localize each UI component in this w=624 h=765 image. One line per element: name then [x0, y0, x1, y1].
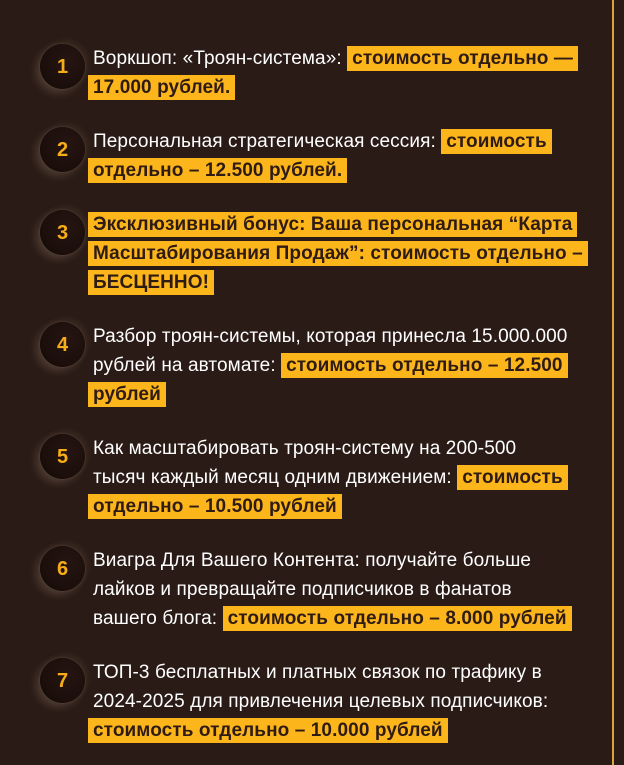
item-text [93, 546, 572, 633]
item-text-line [93, 351, 568, 380]
price-highlight: рублей [88, 382, 166, 407]
list-item [40, 44, 580, 102]
item-text [93, 210, 588, 297]
item-text-line [93, 575, 572, 604]
item-text-segment: лайков и превращайте подписчиков в фанатов [93, 579, 512, 600]
item-text [93, 658, 548, 745]
item-text [93, 434, 568, 521]
item-text-segment: тысяч каждый месяц одним движением: [93, 467, 458, 488]
item-text [93, 127, 552, 185]
item-number-badge [40, 658, 85, 703]
item-number: 2 [56, 138, 69, 161]
item-text-line [93, 210, 588, 239]
price-highlight: Масштабирования Продаж”: стоимость отдельно – [88, 241, 588, 266]
price-highlight: отдельно – 10.500 рублей [88, 494, 342, 519]
item-text-line [93, 434, 568, 463]
item-number: 5 [56, 445, 69, 468]
item-text-line [93, 492, 568, 521]
list-item [40, 658, 580, 745]
item-text-segment: Как масштабировать троян-систему на 200-500 [93, 438, 517, 459]
item-text-line [93, 73, 578, 102]
item-text-segment: Разбор троян-системы, которая принесла 15.000.000 [93, 326, 568, 347]
price-highlight: стоимость [441, 129, 552, 154]
item-text-segment: Воркшоп: «Троян-система»: [93, 48, 348, 69]
item-number: 6 [56, 557, 69, 580]
list-item [40, 434, 580, 521]
item-text-line [93, 546, 572, 575]
list-item [40, 546, 580, 633]
item-text [93, 322, 568, 409]
price-highlight: отдельно – 12.500 рублей. [88, 158, 347, 183]
item-number-badge [40, 44, 85, 89]
list-item [40, 210, 583, 297]
item-number-badge [40, 322, 85, 367]
item-text-line [93, 44, 578, 73]
item-text-line [93, 716, 548, 745]
list-item [40, 322, 580, 409]
item-text-line [93, 463, 568, 492]
price-highlight: стоимость отдельно – 8.000 рублей [223, 606, 572, 631]
item-number-badge [40, 127, 85, 172]
item-text-line [93, 604, 572, 633]
right-border-line [612, 0, 614, 765]
item-number-badge [40, 210, 85, 255]
item-text-line [93, 687, 548, 716]
item-number: 3 [56, 221, 69, 244]
item-text-line [93, 268, 588, 297]
item-text-line [93, 239, 588, 268]
item-text-segment: вашего блога: [93, 608, 223, 629]
price-highlight: 17.000 рублей. [88, 75, 235, 100]
price-highlight: стоимость отдельно — [347, 46, 578, 71]
item-text-line [93, 156, 552, 185]
item-number-badge [40, 434, 85, 479]
price-highlight: Эксклюзивный бонус: Ваша персональная “Карта [88, 212, 577, 237]
item-text-line [93, 127, 552, 156]
price-highlight: стоимость отдельно – 12.500 [281, 353, 567, 378]
item-number-badge [40, 546, 85, 591]
list-item [40, 127, 580, 185]
item-text-segment: Виагра Для Вашего Контента: получайте больше [93, 550, 532, 571]
item-text-segment: ТОП-3 бесплатных и платных связок по трафику в [93, 662, 542, 683]
item-number: 7 [56, 669, 69, 692]
price-highlight: стоимость [457, 465, 568, 490]
item-text-segment: рублей на автомате: [93, 355, 282, 376]
bonus-list [40, 44, 583, 745]
price-highlight: стоимость отдельно – 10.000 рублей [88, 718, 448, 743]
item-number: 4 [56, 333, 69, 356]
item-text-segment: 2024-2025 для привлечения целевых подписчиков: [93, 691, 549, 712]
item-text-line [93, 380, 568, 409]
item-number: 1 [56, 55, 69, 78]
item-text-segment: Персональная стратегическая сессия: [93, 131, 442, 152]
item-text [93, 44, 578, 102]
item-text-line [93, 658, 548, 687]
price-highlight: БЕСЦЕННО! [88, 270, 214, 295]
item-text-line [93, 322, 568, 351]
